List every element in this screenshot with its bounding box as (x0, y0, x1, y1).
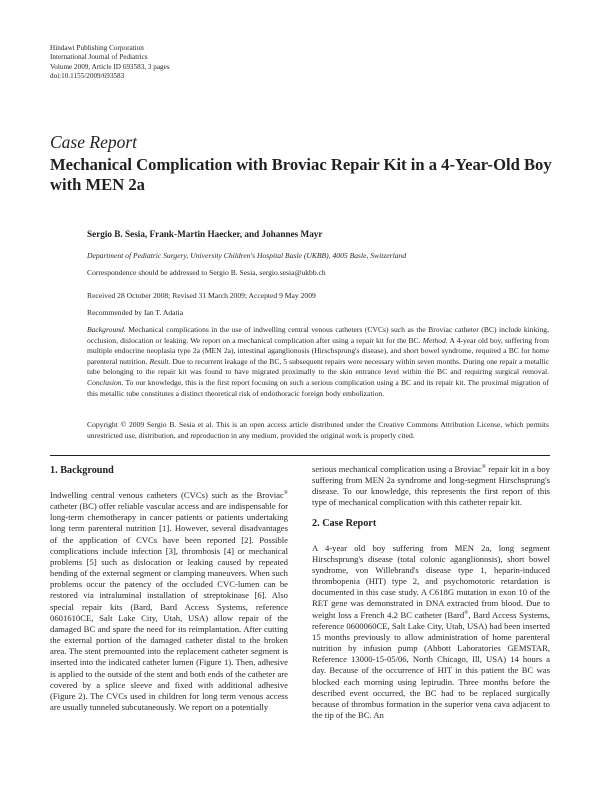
case-report-paragraph (312, 543, 550, 722)
received-dates: Received 28 October 2008; Revised 31 March 2009; Accepted 9 May 2009 (87, 291, 316, 300)
copyright-notice: Copyright © 2009 Sergio B. Sesia et al. This is an open access article distributed under the Creative Commons Attribution License, which permits unrestricted use, distribution, and reproduction in any medium, provided the original work is properly cited. (87, 420, 549, 440)
journal-name: International Journal of Pediatrics (50, 53, 148, 62)
right-column (312, 464, 550, 721)
background-continued-text-a: serious mechanical complication using a Broviac (312, 464, 482, 474)
registered-mark: ® (283, 490, 288, 497)
publisher-info (50, 44, 170, 82)
correspondence: Correspondence should be addressed to Sergio B. Sesia, sergio.sesia@ukbb.ch (87, 268, 326, 277)
registered-mark: ® (481, 464, 487, 471)
background-paragraph (50, 490, 288, 713)
abstract-background: Mechanical complications in the use of indwelling central venous catheters (CVCs) such as the Broviac catheter (BC) include kinking, occlusion, dislocation or leaking. We report on a mechanical complication after using a repair kit for the BC. (87, 325, 550, 345)
affiliation: Department of Pediatric Surgery, University Children's Hospital Basle (UKBB), 4005 Basle, Switzerland (87, 251, 407, 260)
registered-mark: ® (464, 609, 469, 616)
recommended-by: Recommended by Ian T. Adatia (87, 308, 184, 317)
abstract (87, 325, 549, 399)
article-type: Case Report (50, 132, 138, 152)
abstract-result-label: Result. (149, 356, 171, 366)
volume-info: Volume 2009, Article ID 693583, 3 pages (50, 62, 170, 71)
doi[interactable]: doi:10.1155/2009/693583 (50, 72, 125, 81)
article-title: Mechanical Complication with Broviac Repair Kit in a 4-Year-Old Boy with MEN 2a (50, 155, 552, 194)
abstract-conclusion-label: Conclusion. (87, 377, 124, 387)
publisher-name: Hindawi Publishing Corporation (50, 44, 144, 52)
background-continued-paragraph (312, 464, 550, 509)
abstract-conclusion: To our knowledge, this is the first report focusing on such a serious complication using a BC and its repair kit. The proximal migration of this metallic tube constitutes a distinct theoretical risk of endothoracic foreign body embolization. (87, 377, 549, 398)
background-text-a: Indwelling central venous catheters (CVCs) such as the Broviac (50, 490, 284, 500)
left-column (50, 464, 288, 713)
case-text-a: A 4-year old boy suffering from MEN 2a, long segment Hirschsprung's disease (total colonic aganglionosis), short bowel syndrome, von Willebrand's disease type 1, heparin-induced thrombopenia (HIT) type 2, and psychomotoric retardation is documented in this case study. A C618G mutation in exon 10 of the RET gene was demonstrated in DNA extracted from blood. Due to weight loss a French 4.2 BC catheter (Bard (312, 542, 550, 620)
authors: Sergio B. Sesia, Frank-Martin Haecker, and Johannes Mayr (87, 229, 323, 239)
abstract-result: Due to recurrent leakage of the BC, 5 subsequent repairs were necessary within seven months. During one repair a metallic tube belonging to the repair kit was found to have migrated proximally to the skin entrance level within the BC and requiring surgical removal. (87, 356, 549, 377)
abstract-method: A 4-year old boy, suffering from multiple endocrine neoplasia type 2a (MEN 2a), intestinal aganglionosis (Hirschsprung's disease), and short bowel syndrome, required a BC for home parenteral nutrition. (87, 335, 550, 366)
abstract-method-label: Method. (422, 335, 448, 345)
case-report-heading: 2. Case Report (312, 517, 377, 529)
background-heading: 1. Background (50, 465, 114, 476)
section-divider (50, 455, 550, 456)
background-text-b: catheter (BC) offer reliable vascular access and are indispensable for long-term chemotherapy in cancer patients or patients undertaking long term parenteral nutrition [1]. However, several disadvantages of the application of CVCs have been reported [2]. Possible complications include infection [3], thrombosis [4] or mechanical problems [5] such as dislocation or leaking caused by repeated bending of the external segment or clamping maneuvers. When such problems occur the patency of the occluded CVC-lumen can be restored via intraluminal installation of streptokinase [6]. Also special repair kits (Bard, Bard Access Systems, reference 0601610CE, Salt Lake City, Utah, USA) allow repair of the damaged BC and spare the need for its reimplantation. After cutting the external portion of the damaged catheter distal to the broken area. The stent premounted into the replacement catheter segment is inserted into the indicated catheter lumen (Figure 1). Then, adhesive is applied to the outside of the stent and both ends of the catheter are covered by a splice sleeve and fixed with additional adhesive (Figure 2). The CVCs used in children for long term venous access are usually tunneled subcutaneously. We report on a potentially (50, 501, 288, 712)
background-continued-text-b: repair kit in a boy suffering from MEN 2a syndrome and long-segment Hirschsprung's disease. To our knowledge, this represents the first report of this type of mechanical complication with this catheter repair kit. (312, 464, 550, 508)
case-text-b: , Bard Access Systems, reference 0600060CE, Salt Lake City, Utah, USA) had been inserted 15 months previously to allow administration of home parenteral nutrition by infusion pump (Abbott Laboratories GEMSTAR, Reference 13000-15-05/06, North Chicago, Ill, USA) 14 hours a day. Because of the occurrence of HIT in this patient the BC was blocked each morning using lepirudin. Three months before the described event occurred, the BC had to be replaced surgically because of thrombus formation in the superior vena cava adjacent to the tip of the BC. An (312, 609, 550, 720)
abstract-background-label: Background. (87, 325, 126, 334)
